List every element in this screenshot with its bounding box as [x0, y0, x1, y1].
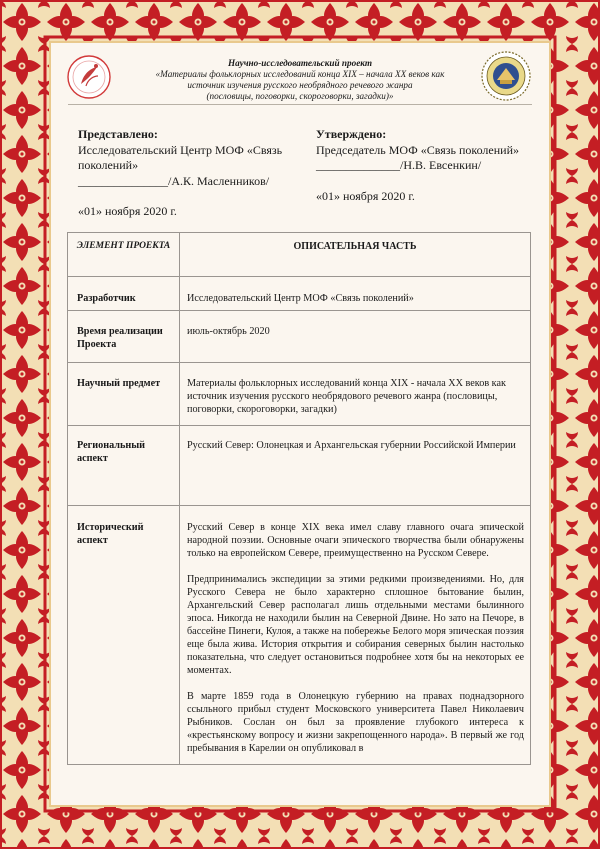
submitted-date: «01» ноября 2020 г.: [78, 204, 177, 218]
column-divider: [179, 233, 180, 764]
row-value-history: [187, 521, 524, 762]
submitted-signer: _______________/А.К. Масленников/: [78, 173, 270, 188]
row-label-subject: Научный предмет: [77, 378, 161, 389]
column-header-description: ОПИСАТЕЛЬНАЯ ЧАСТЬ: [293, 241, 417, 252]
row-value-region: Русский Север: Олонецкая и Архангельская губернии Российской Империи: [187, 440, 516, 451]
row-label-period: Время реализации Проекта: [77, 326, 163, 350]
row-label-developer: Разработчик: [77, 293, 136, 304]
project-type-title: Научно-исследовательский проект: [228, 58, 372, 68]
row-divider: [68, 505, 530, 506]
project-title-line-2: источник изучения русского необрядного речевого жанра: [187, 80, 413, 90]
row-value-developer: Исследовательский Центр МОФ «Связь поколений»: [187, 293, 414, 304]
row-divider: [68, 276, 530, 277]
row-label-region: Региональный аспект: [77, 440, 146, 464]
row-divider: [68, 425, 530, 426]
column-header-element: ЭЛЕМЕНТ ПРОЕКТА: [76, 241, 171, 251]
submitted-org: Исследовательский Центр МОФ «Связь поколений»: [78, 142, 283, 172]
project-header: [120, 58, 480, 102]
project-title-line-3: (пословицы, поговорки, скороговорки, загадки)»: [206, 91, 394, 101]
history-paragraph: Предпринимались экспедиции за этими редкими произведениями. Но, для Русского Севера не было характерно сплошное бытование былин, Архангельский Север располагал лишь отдельными местами былинного эпоса. Никогда не находили былин на Северной Двине. Но зато на Печоре, в бассейне Пинеги, Кулоя, а также на побережье Белого моря эпическая поэзия еще была жива. История открытия и собирания северных былин настолько показательна, что следует остановиться подробнее хотя бы на некоторых ее моментах.: [187, 574, 524, 676]
row-divider: [68, 362, 530, 363]
organization-logo-icon: [66, 54, 112, 100]
history-paragraph: Русский Север в конце XIX века имел славу главного очага эпической народной поэзии. Основные очаги эпического творчества были обнаружены только на европейском Севере, преимущественно на Русском Севере.: [187, 522, 524, 559]
approved-heading: Утверждено:: [316, 127, 387, 141]
approved-date: «01» ноября 2020 г.: [316, 188, 415, 203]
header-divider: [68, 104, 532, 105]
approved-block: [316, 127, 536, 204]
submitted-block: [78, 127, 303, 220]
row-value-subject: Материалы фольклорных исследований конца XIX - начала XX веков как источник изучения русского необрядового речевого жанра (пословицы, поговорки, скороговорки, загадки): [187, 378, 506, 415]
emblem-seal-icon: [480, 50, 532, 102]
approved-org: Председатель МОФ «Связь поколений»: [316, 142, 520, 157]
submitted-heading: Представлено:: [78, 127, 158, 141]
row-value-period: июль-октябрь 2020: [187, 326, 270, 337]
row-label-history: Исторический аспект: [77, 522, 144, 546]
project-table: [67, 232, 531, 765]
row-divider: [68, 310, 530, 311]
approved-signer: ______________/Н.В. Евсенкин/: [316, 158, 482, 172]
history-paragraph: В марте 1859 года в Олонецкую губернию на правах поднадзорного ссыльного прибыл студент Московского университета Павел Николаевич Рыбников. Сослан он был за проявление глубокого интереса к «крестьянскому вопросу и жизни закрепощенного народа». В первый же год пребывания в Карелии он опубликовал в: [187, 691, 524, 754]
project-title-line-1: «Материалы фольклорных исследований конца XIX – начала XX веков как: [155, 69, 445, 79]
